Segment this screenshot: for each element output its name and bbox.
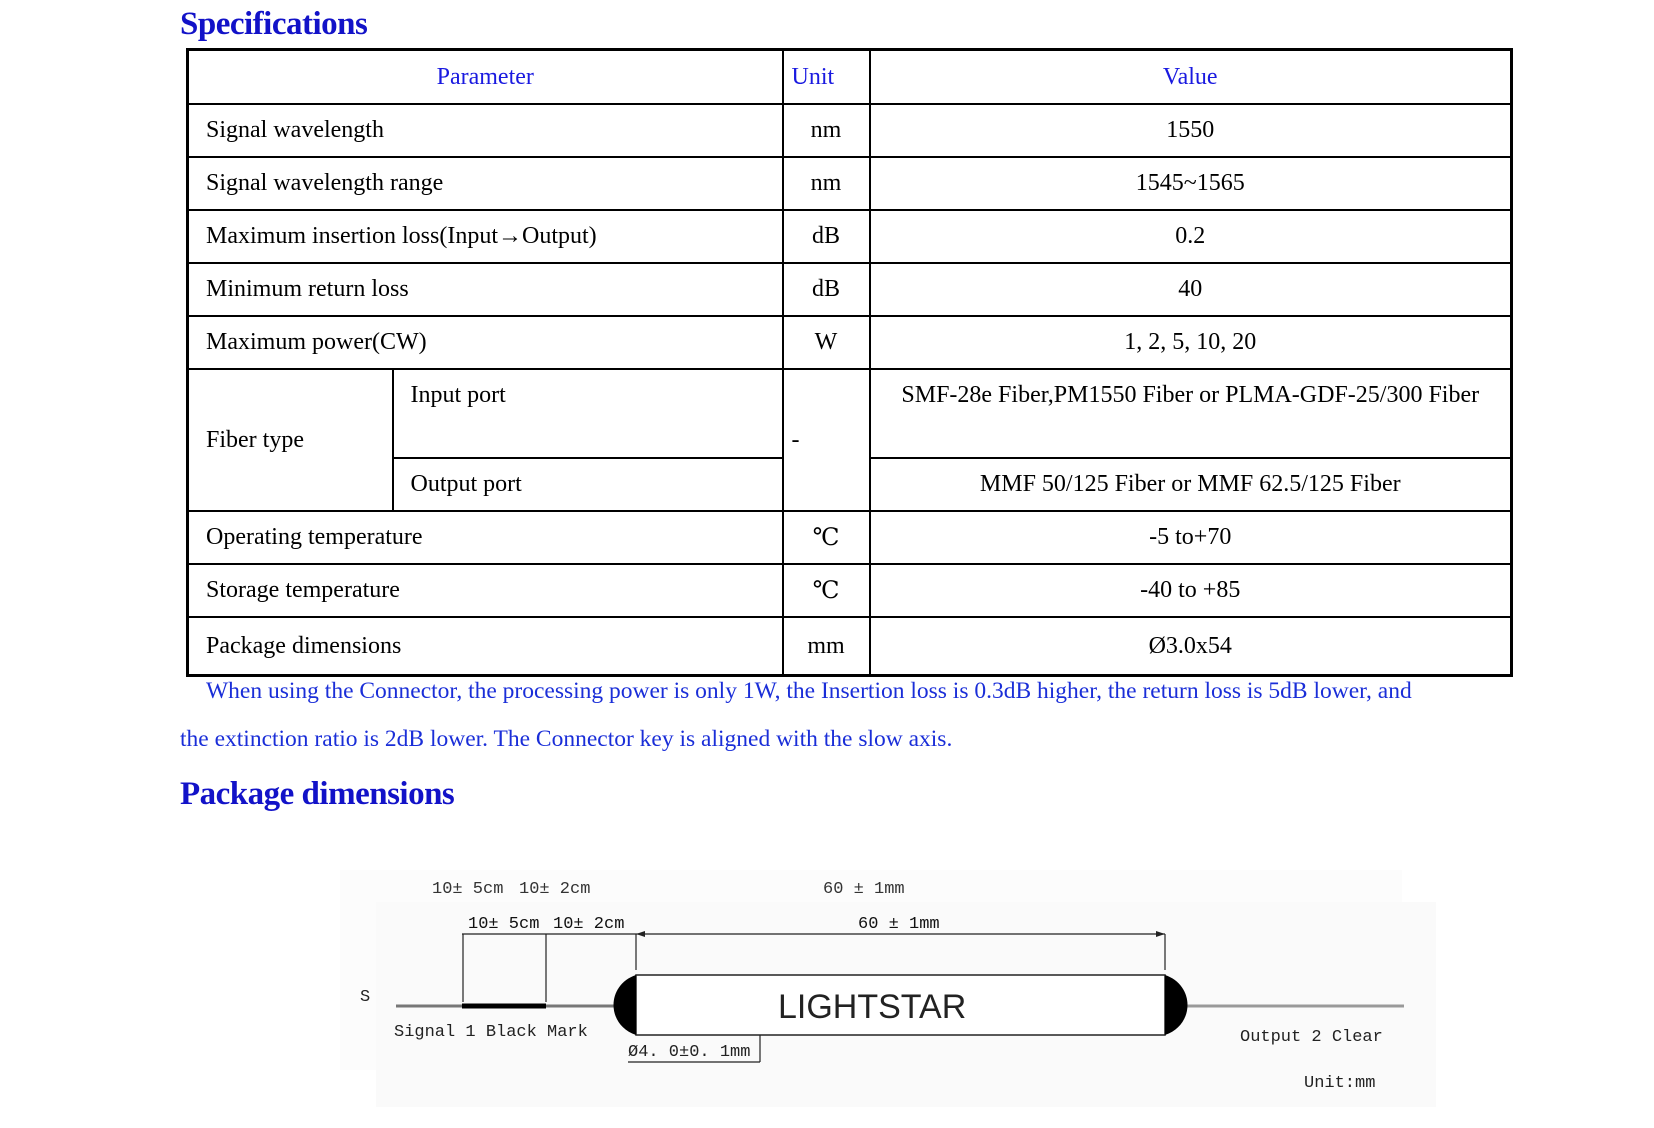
parameter-cell: Maximum insertion loss(Input→Output) [188, 210, 783, 263]
header-value: Value [870, 50, 1512, 105]
output-label: Output 2 Clear [1240, 1028, 1383, 1047]
unit-cell: ℃ [783, 511, 870, 564]
value-cell: 1550 [870, 104, 1512, 157]
specifications-heading: Specifications [180, 6, 368, 42]
output-port-value: MMF 50/125 Fiber or MMF 62.5/125 Fiber [870, 458, 1512, 511]
package-dimensions-heading: Package dimensions [180, 776, 455, 812]
ghost-dim-length: 60 ± 1mm [823, 880, 905, 899]
dim-label-length: 60 ± 1mm [858, 915, 940, 934]
ghost-dim-a: 10± 5cm [432, 880, 504, 899]
connector-note-line1: When using the Connector, the processing power is only 1W, the Insertion loss is 0.3dB higher, the return loss is 5dB lower, and [206, 678, 1412, 704]
value-cell: 0.2 [870, 210, 1512, 263]
ghost-dim-b: 10± 2cm [519, 880, 591, 899]
side-mark: S [360, 988, 371, 1007]
unit-cell: nm [783, 104, 870, 157]
diameter-label: Ø4. 0±0. 1mm [628, 1043, 751, 1062]
fiber-unit-cell: - [783, 369, 870, 511]
value-cell: 1545~1565 [870, 157, 1512, 210]
value-cell: -5 to+70 [870, 511, 1512, 564]
input-port-value: SMF-28e Fiber,PM1550 Fiber or PLMA-GDF-25/300 Fiber [870, 369, 1512, 458]
value-cell: Ø3.0x54 [870, 617, 1512, 676]
unit-cell: ℃ [783, 564, 870, 617]
value-cell: 1, 2, 5, 10, 20 [870, 316, 1512, 369]
parameter-cell: Maximum power(CW) [188, 316, 783, 369]
value-cell: 40 [870, 263, 1512, 316]
unit-cell: dB [783, 263, 870, 316]
brand-label: LIGHTSTAR [778, 988, 967, 1026]
header-unit: Unit [783, 50, 870, 105]
output-port-cell: Output port [393, 458, 783, 511]
dim-label-b: 10± 2cm [553, 915, 625, 934]
signal-label: Signal 1 Black Mark [394, 1023, 588, 1042]
unit-cell: mm [783, 617, 870, 676]
unit-cell: nm [783, 157, 870, 210]
parameter-cell: Signal wavelength range [188, 157, 783, 210]
connector-note-line2: the extinction ratio is 2dB lower. The Connector key is aligned with the slow axis. [180, 726, 953, 752]
value-cell: -40 to +85 [870, 564, 1512, 617]
header-parameter: Parameter [188, 50, 783, 105]
unit-label: Unit:mm [1304, 1074, 1376, 1093]
parameter-cell: Package dimensions [188, 617, 783, 676]
input-port-cell: Input port [393, 369, 783, 458]
dim-label-a: 10± 5cm [468, 915, 540, 934]
parameter-cell: Operating temperature [188, 511, 783, 564]
parameter-cell: Signal wavelength [188, 104, 783, 157]
parameter-cell: Minimum return loss [188, 263, 783, 316]
unit-cell: W [783, 316, 870, 369]
unit-cell: dB [783, 210, 870, 263]
fiber-type-cell: Fiber type [188, 369, 393, 511]
parameter-cell: Storage temperature [188, 564, 783, 617]
